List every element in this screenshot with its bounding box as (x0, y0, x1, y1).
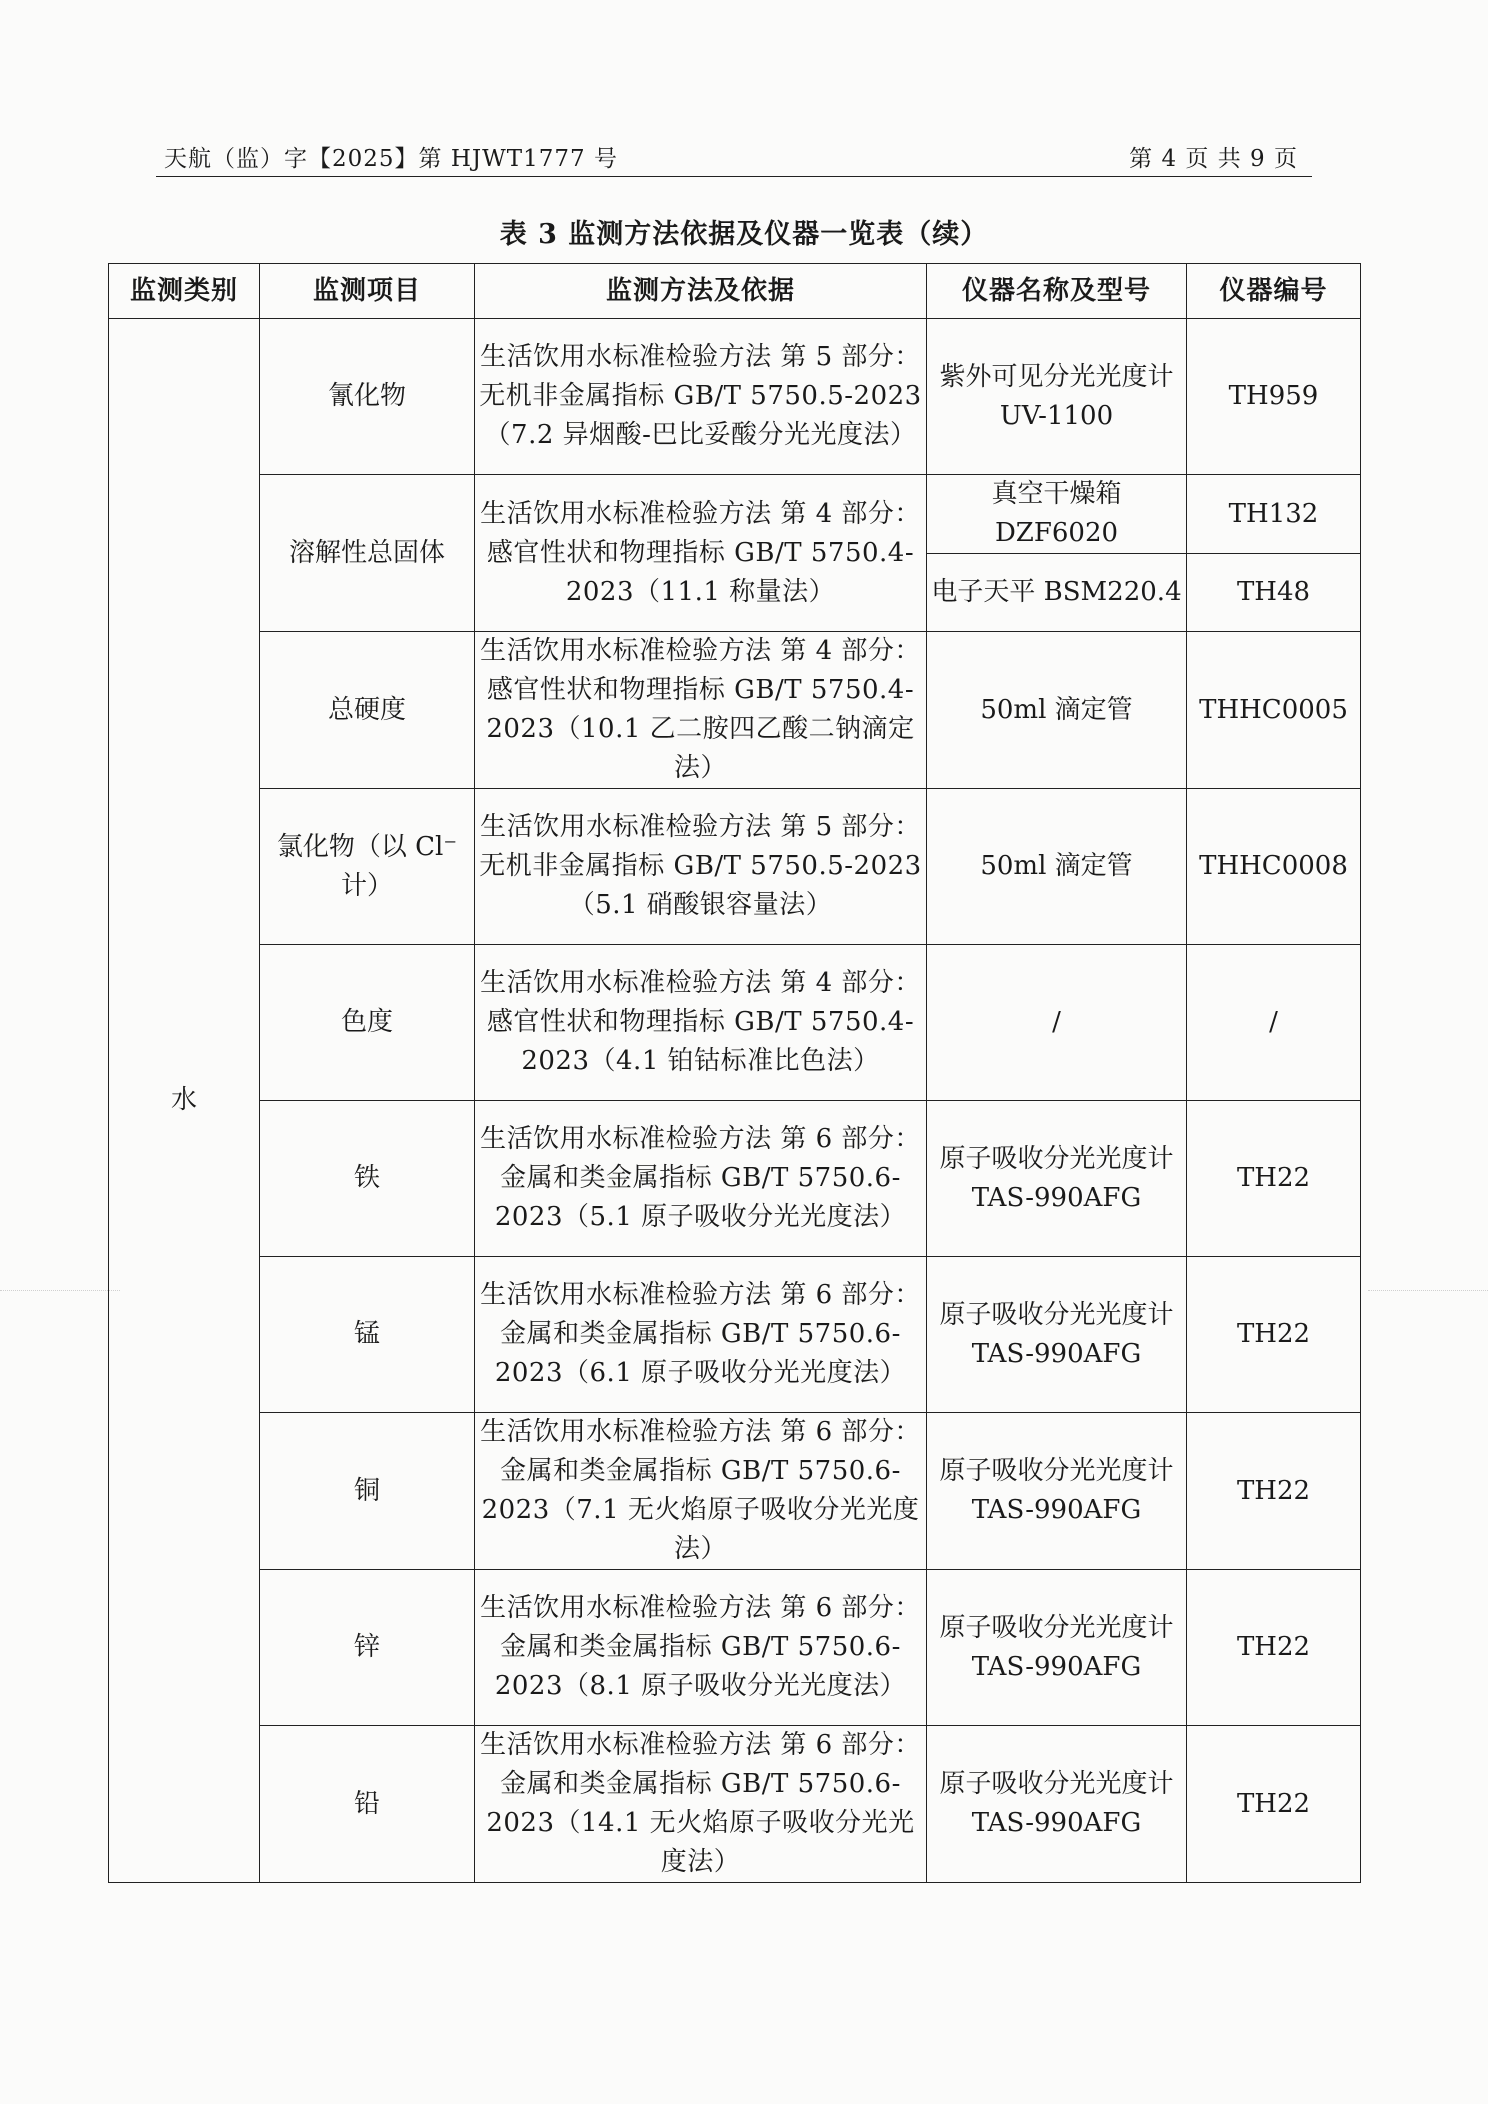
column-header: 仪器名称及型号 (927, 264, 1187, 319)
table-row (109, 1101, 1361, 1257)
page-header (156, 136, 1312, 177)
instrument-id-cell: TH132 (1187, 475, 1361, 554)
instrument-name-cell: 紫外可见分光光度计 UV-1100 (927, 319, 1187, 475)
instrument-id-cell: TH22 (1187, 1257, 1361, 1413)
method-cell: 生活饮用水标准检验方法 第 6 部分：金属和类金属指标 GB/T 5750.6-2023（5.1 原子吸收分光光度法） (475, 1101, 927, 1257)
instrument-id-cell: THHC0008 (1187, 789, 1361, 945)
method-cell: 生活饮用水标准检验方法 第 4 部分：感官性状和物理指标 GB/T 5750.4-2023（11.1 称量法） (475, 475, 927, 632)
table-header-row (109, 264, 1361, 319)
instrument-id-cell: TH959 (1187, 319, 1361, 475)
table-row (109, 1570, 1361, 1726)
instrument-name-cell: 原子吸收分光光度计 TAS-990AFG (927, 1413, 1187, 1570)
table-row (109, 319, 1361, 475)
column-header: 监测类别 (109, 264, 260, 319)
table-caption: 表 3 监测方法依据及仪器一览表（续） (499, 219, 989, 250)
item-cell: 铅 (260, 1726, 475, 1883)
method-cell: 生活饮用水标准检验方法 第 6 部分：金属和类金属指标 GB/T 5750.6-2023（6.1 原子吸收分光光度法） (475, 1257, 927, 1413)
method-cell: 生活饮用水标准检验方法 第 5 部分：无机非金属指标 GB/T 5750.5-2023（5.1 硝酸银容量法） (475, 789, 927, 945)
instrument-id-cell: TH22 (1187, 1101, 1361, 1257)
table-row (109, 1257, 1361, 1413)
scan-margin-mark-left (0, 1290, 120, 1291)
item-cell: 色度 (260, 945, 475, 1101)
method-cell: 生活饮用水标准检验方法 第 4 部分：感官性状和物理指标 GB/T 5750.4-2023（4.1 铂钴标准比色法） (475, 945, 927, 1101)
scan-margin-mark-right (1368, 1290, 1488, 1291)
method-cell: 生活饮用水标准检验方法 第 6 部分：金属和类金属指标 GB/T 5750.6-2023（8.1 原子吸收分光光度法） (475, 1570, 927, 1726)
instrument-name-cell: 50ml 滴定管 (927, 632, 1187, 789)
column-header: 仪器编号 (1187, 264, 1361, 319)
report-number: 天航（监）字【2025】第 HJWT1777 号 (164, 146, 618, 172)
table-row (109, 789, 1361, 945)
instrument-id-cell: TH22 (1187, 1570, 1361, 1726)
table-row (109, 1413, 1361, 1570)
method-cell: 生活饮用水标准检验方法 第 5 部分：无机非金属指标 GB/T 5750.5-2023（7.2 异烟酸-巴比妥酸分光光度法） (475, 319, 927, 475)
table-row (109, 945, 1361, 1101)
item-cell: 锌 (260, 1570, 475, 1726)
method-instrument-table (108, 263, 1361, 1883)
item-cell: 溶解性总固体 (260, 475, 475, 632)
column-header: 监测项目 (260, 264, 475, 319)
instrument-name-cell: 电子天平 BSM220.4 (927, 554, 1187, 632)
instrument-name-cell: 原子吸收分光光度计 TAS-990AFG (927, 1257, 1187, 1413)
instrument-name-cell: 原子吸收分光光度计 TAS-990AFG (927, 1726, 1187, 1883)
item-cell: 铁 (260, 1101, 475, 1257)
instrument-id-cell: TH48 (1187, 554, 1361, 632)
table-row (109, 632, 1361, 789)
method-cell: 生活饮用水标准检验方法 第 6 部分：金属和类金属指标 GB/T 5750.6-2023（7.1 无火焰原子吸收分光光度法） (475, 1413, 927, 1570)
instrument-id-cell: TH22 (1187, 1413, 1361, 1570)
item-cell: 总硬度 (260, 632, 475, 789)
instrument-id-cell: TH22 (1187, 1726, 1361, 1883)
instrument-id-cell: THHC0005 (1187, 632, 1361, 789)
instrument-name-cell: 真空干燥箱 DZF6020 (927, 475, 1187, 554)
method-cell: 生活饮用水标准检验方法 第 4 部分：感官性状和物理指标 GB/T 5750.4-2023（10.1 乙二胺四乙酸二钠滴定法） (475, 632, 927, 789)
instrument-name-cell: 原子吸收分光光度计 TAS-990AFG (927, 1570, 1187, 1726)
column-header: 监测方法及依据 (475, 264, 927, 319)
item-cell: 锰 (260, 1257, 475, 1413)
item-cell: 铜 (260, 1413, 475, 1570)
table-row (109, 475, 1361, 554)
instrument-name-cell: 原子吸收分光光度计 TAS-990AFG (927, 1101, 1187, 1257)
instrument-name-cell: 50ml 滴定管 (927, 789, 1187, 945)
category-cell: 水 (109, 319, 260, 1883)
page-number: 第 4 页 共 9 页 (1129, 146, 1298, 172)
table-row (109, 1726, 1361, 1883)
instrument-id-cell: / (1187, 945, 1361, 1101)
table-body (109, 319, 1361, 1883)
instrument-name-cell: / (927, 945, 1187, 1101)
item-cell: 氰化物 (260, 319, 475, 475)
item-cell: 氯化物（以 Cl⁻计） (260, 789, 475, 945)
method-cell: 生活饮用水标准检验方法 第 6 部分：金属和类金属指标 GB/T 5750.6-2023（14.1 无火焰原子吸收分光光度法） (475, 1726, 927, 1883)
